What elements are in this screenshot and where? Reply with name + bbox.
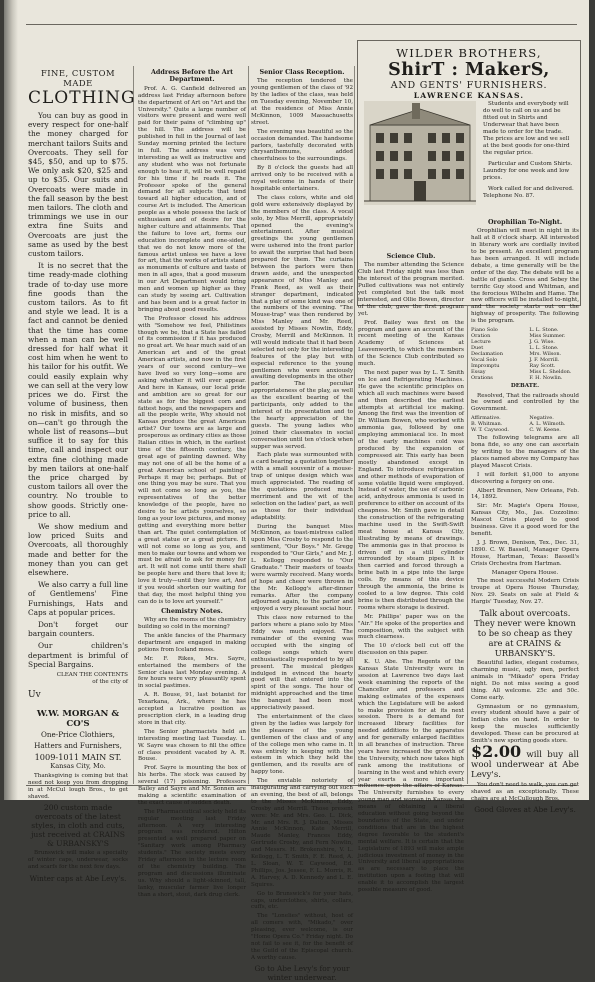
price-text: will buy all wool underwear at Abe Levy's. <box>471 749 580 780</box>
abe-levy-ad: Winter caps at Abe Levy's. <box>29 873 127 883</box>
column-rule <box>133 66 134 784</box>
article-heading: Senior Class Reception. <box>259 68 345 76</box>
program-item: Piano Solo <box>471 327 498 334</box>
article-paragraph: The class colors, white and old gold were extensively displayed by the members of the class. A vocal solo, by Miss Merrill, appropriately opened the evening's entertainment. After musical greetings the young gentlemen were ushered into the front parlor to await the surprise that had been prepared for them. The curtains between the parlors were then drawn aside, and the unexpected appearance of Miss Manley and Frank Reed, as well as their stranger department, indicated that a play of some kind was one of the numbers of the evening. "The Mouse-trap" was then rendered by Miss Manley and Mr. Reed, assisted by Misses Nowlin, Eddy, Crosby, Merrill and McKinnon. It will would indicate that it had been selected not only for the interesting features of the play but with especial reference to the young gentlemen who were anxiously awaiting developments in the other parlor. The peculiar appropriateness of the play, as well as the excellent bearing of the participants, only added to the interest of its presentation and to the hearty appreciation of the guests. The young ladies who joined their classmates in social conversation until ten o'clock when supper was served. <box>251 194 353 450</box>
program-item: Essay <box>471 369 486 376</box>
program-item: Impromptu <box>471 363 500 370</box>
article-paragraph: The Professor closed his address with "Somehow we feel, Philistines though we be, that a State has failed of its commission if it has produced no great art. We hear much said of an American art and of the great American artists, and now in the first years of our second century—we have lived so very long—some are asking whether it will ever appear. And here in Kansas, our local pride and ambition are so great for our state as for the biggest corn and fattest hogs, and the newspapers and all the people write, Why should not Kansas produce the great American artist? Our towns are as large and prosperous as ordinary cities as those Italian cities in which, in the earliest time of the fifteenth century, the great age of painting dawned. Why may not one of all be the home of a great American school of painting? Perhaps it may be; perhaps. But of one thing you may be sure. That you will not come so long as you, the representatives of the better knowledge of the people, have no desire to be artists yourselves, so long as your love pictures, and money getting and everything more better than art. The quiet contemplation of a great statue or a great picture. It will not come so long as you, and men to make our towns and whom we must be afraid to ask for money for art. It will not come until there shall be people here and there that love it; love it truly—until they love art, And if you would shorten our waiting for that day, the most helpful thing you can do is to love art yourself." <box>138 315 246 605</box>
debater: A. L. Wilmoth. <box>529 421 566 428</box>
telegram-paragraph: Manager Opera House. <box>491 569 559 576</box>
article-heading: Orophilian To-Night. <box>487 218 563 226</box>
ad-paragraph: It is no secret that the time ready-made clothing trade of to-day use more fine goods than the custom tailors. As to fit and style we lead. It is a fact and cannot be denied that the time has come when a man can be well dressed for half what it cost him when he went to his tailor for his outfit. We could easily explain why we can sell at the very low prices we do. First the volume of business, then no risk in misfits, and so on—can't go through the whole list of reasons—but suffice it to say for this time, call and inspect our extra fine clothing made by men tailors at one-half the price charged by custom tailors all over the country. No trouble to show goods. Strictly one-price to all. <box>28 261 128 519</box>
article-paragraph: Prof. Bailey was first on the program and gave an account of the recent meeting of the Kansas Academy of Sciences at Leavenworth, to which the members of the Science Club contributed so much. <box>358 319 464 368</box>
locals-paragraph: Brunswick will make a specialty of winter caps, underwear, socks and scarfs for the next few days. <box>28 850 128 870</box>
article-paragraph: The enviable notoriety of inaugurating and carrying out such an evening, the best of all, belongs to the Misses McKinnon, Eddy, Crosby and Merrill. Those present were: Mr. and Mrs. Geo. L. Dick, Mr. and Mrs. R. J. Dalton, Misses Annie McKinnon, Kate Merrill, Maude Manley, Frances Eddy, Gertrude Crosby, and Fern Nowlin, and Messrs. H. Brokenshire, V. L. Kellogg, L. T. Smith, F. E. Reed, A. L. Sloan, W. T. Caywood, Ed. Phillips, Jos. Jessee, F. L. Morris, R. A. Harvey, A. D. Kennedy and L. E. Squires. <box>251 778 353 888</box>
printer-mark: Uv <box>28 689 41 700</box>
article-paragraph: The next paper was by L. T. Smith on Ice and Refrigerating Machines. He gave the scientific principles on which all such machines were based and then described the earliest attempts at artificial ice making. Among the first was the invention of Dr. William Bowen, who worked with ammonia gas, followed by one employing ammoniacal ice. In most of the early machines cold was produced by the expansion of compressed air. This early has been mostly abandoned except in England. To introduce refrigeration and other methods of evaporation of some volatile liquid were employed. Instead of water, the use of carbonic acid, anhydrous ammonia is used in preference to either on account of its cheapness. Mr. Smith gave in detail the construction of the refrigerating machine used in the Swift-Swift meat house at Kansas City, illustrating by means of drawings. The ammonia gas in that process is driven off in a still cylinder surrounded by steam pipes. It is then carried and forced through a brine bath in a pipe into the large coils. By means of this device through the ammonia, the brine is cooled to a low degree. This cold brine is then distributed through the rooms where storage is desired. <box>358 370 464 611</box>
article-paragraph: Why are the rooms of the chemistry building so cold in the morning? <box>138 617 246 631</box>
article-paragraph: By 8 o'clock the guests had all arrived only to be received with a royal welcome in hands of their hospitable entertainers. <box>251 165 353 192</box>
locals-paragraph: Thanksgiving is coming but that need not keep you from dropping in at McCul lough Bros., to get shaved. <box>28 773 128 801</box>
debater: C. W. Keene. <box>529 427 561 434</box>
firm-name: W.W. MORGAN & CO'S <box>36 708 120 729</box>
ad-paragraph: We show medium and low priced Suits and Overcoats, all thoroughly made and better for the money than you can get elsewhere. <box>28 521 128 577</box>
underwear-price-ad <box>471 741 580 780</box>
telegram-paragraph: The most successful Modern Crisis troupe at Opera House Thursday, Nov. 29. Seats on sale at Field & Hargis' Tuesday, Nov. 27. <box>471 578 579 606</box>
building-engraving <box>364 101 476 205</box>
program-item: Duet <box>471 345 484 352</box>
ad-paragraph: Particular and Custom Shirts. Laundry for one week and low prices. <box>483 161 573 181</box>
ad-paragraph: Work called for and delivered. Telephone No. 87. <box>483 186 574 199</box>
article-paragraph: The evening was beautiful so the occasion demanded. The handsome parlors, tastefully decorated with chrysanthemums, added cheerfulness to the surroundings. <box>251 128 353 163</box>
ad-heading-top: FINE, CUSTOM MADE <box>40 68 116 88</box>
firm-sub: One-Price Clothiers, <box>41 729 115 739</box>
affirmative-label: Affirmative. <box>471 415 501 422</box>
article-paragraph: K. U. Abe. The Regents of the Kansas State University were in session at Lawrence two days last week examining the reports of the Chancellor and professors and making estimates of the expenses which the Legislature will be asked to make provision for at its next session. There is a demand for increased library facilities for needed additions to the apparatus and for generally enlarged facilities in all branches of instruction. Three years have increased the growth of the University, which now takes high rank among the institutions of learning in the west and which every year exerts a more important influence upon the affairs of Kansas. The University furnishes to every young man and woman in Kansas the means of obtaining a liberal education without going beyond the boundaries of the State, and under conditions that are in the highest degree favorable to the student's mental welfare. It is certain that the Legislature of 1893 will make ample judicious investment of money in the University and liberal appropriations as are necessary to place the institution upon a footing that will enable it to accomplish the largest possible measure of good. <box>358 659 464 894</box>
program-performer: J. G. Wise. <box>529 339 555 346</box>
program-item: Declamation <box>471 351 503 358</box>
program-performer: Miss L. Sheldon. <box>529 369 572 376</box>
article-paragraph: A. R. Bouse, 91, last botanist for Texarkana, Ark., where he has accepted a lucrative position as prescription clerk, in a leading drug store in that city. <box>138 692 246 726</box>
program-performer: Miss Summer. <box>529 333 566 340</box>
program-item: Lecture <box>471 339 491 346</box>
gloves-ad: Good Gloves at Abe Levy's. <box>474 804 576 814</box>
ad-paragraph: Don't forget our bargain counters. <box>28 619 128 639</box>
article-paragraph: The reception tendered the young gentlemen of the class of '92 by the ladies of the class, was held on Tuesday evening, November 10, at the residence of Miss Annie McKinnon, 1009 Massachusetts street. <box>251 78 353 126</box>
top-rule <box>26 24 577 25</box>
program-item: Oration <box>471 333 491 340</box>
column-rule <box>467 306 468 784</box>
program-performer: L. L. Stone. <box>529 327 559 334</box>
ad-paragraph: We also carry a full line of Gentlemens' Fine Furnishings, Hats and Caps at popular prices. <box>28 580 128 617</box>
signature-line: CLEAN THE CONTENTS <box>56 671 128 678</box>
ad-paragraph: Students and everybody will do well to call on us and be fitted out in Shirts and Underwear that have been made to order for the trade. The prices are low and we sell at the best goods for one-third the regular price. <box>483 101 570 156</box>
orophilian-column <box>471 218 580 814</box>
article-paragraph: You don't need to walk, you can get shaved as an exceptionally. These chairs are at McCullough Bros. <box>471 781 579 802</box>
article-paragraph: Each plate was surmounted with a card bearing a quotation together with a small souvenir of a mouse-trap of unique design which was much appreciated. The reading of the quotations produced much merriment and the wit of the selection on the ladies' part, as well as those for their individual adaptability. <box>251 452 353 521</box>
signature-line: of the city of <box>92 678 128 685</box>
ad-city: LAWRENCE KANSAS. <box>413 91 525 100</box>
article-paragraph: The entertainment of the class given by the ladies was largely for the pleasure of the young gentlemen of the class and of any of the college men who came in. It was entirely in keeping with the esteem in which they held the gentlemen, and its results are of happy tone. <box>251 713 353 776</box>
program-table <box>471 327 579 381</box>
article-heading: Address Before the Art Department. <box>150 68 234 84</box>
article-paragraph: The number attending the Science Club last Friday night was less than the interest of the program merited. Pulled cultivations was not entirely yet completed but the talk most interested, and Ollie Bowen, director of the club, gave the first program yet. <box>358 262 464 317</box>
article-paragraph: The following telegrams are all bona fide, so any one can ascertain by writing to the managers of the places named above my Company has played Mascot Crisis. <box>471 435 579 469</box>
debater: B. Whitman. <box>471 421 503 428</box>
telegram-paragraph: J. J. Brown, Denison, Tex., Dec. 31, 1890. C. W. Bassell, Manager Opera House, Hartman, Texas: Bassell's Crisis Orchestra from Hartman. <box>471 539 579 567</box>
article-paragraph: The "Lonelies" without, host of all comers with, "Mikado," over pleasing, ever welcome, is our "Home Opera Co." Friday night. Do not fail to see it, for the benefit of the Guild of the Episcopal church. A worthy cause. <box>251 913 353 961</box>
program-row <box>471 375 579 381</box>
article-paragraph: The Senior pharmacists held an interesting meeting last Tuesday. L. W. Sayre was chosen to fill the office of class president vacated by A. R. Bouse. <box>138 728 246 763</box>
column-rule <box>354 66 355 784</box>
ad-body <box>28 111 128 669</box>
negative-label: Negative. <box>529 415 554 422</box>
article-heading: Science Club. <box>386 252 436 260</box>
program-item: Orations <box>471 375 493 382</box>
article-paragraph: During the banquet Miss McKinnon, as toast-mistress called upon Miss Crosby to respond to the sentiment, "Our Boys." Mr. Gregg responded to "Our Girls," and Mr. J. L. Kellogg responded to "Our Graduate." Their masters of toasts were warmly received. Many words of hope and cheer were thrown in the Mr. Kellogg's after-dinner remarks. After the company adjourned again, to the parlor and enjoyed a very pleasant social hour. <box>251 523 353 613</box>
firm-city: Kansas City, Mo. <box>50 762 106 771</box>
article-paragraph: The Pharmaceutical society held its regular meeting last Friday afternoon. A very interesting program was rendered. Hilton presented a well prepared paper on "Sanitary work among Pharmacy students." The society meets every Friday afternoon in the lecture room of the chemistry building. The program and discussions illuminate us. Why should a light-skinned, tall, lanky, muscular farmer live longer than a short, stout, dark drug clerk. <box>138 808 246 898</box>
ad-trade-title: ShirT : MakerS, <box>388 60 550 80</box>
program-performer: Mrs. Wilson. <box>529 351 562 358</box>
debate-question: Resolved, That the railroads should be owned and controlled by the Government. <box>471 392 579 413</box>
debate-row <box>471 427 579 433</box>
page-spine-shadow <box>4 0 18 800</box>
program-performer: J. F. Morrill. <box>529 357 560 364</box>
ad-firm-name: WILDER BROTHERS, <box>396 46 542 60</box>
article-paragraph: Prof. A. G. Canfield delivered an address last Friday afternoon before the department of Art on "Art and the University." Quite a large number of visitors were present and were well paid for their pains of "climbing up" the hill. The address will be published in full in the Journal of last Sunday morning printed the lecture in full. The address was very interesting as well as instructive and any student who was not fortunate enough to hear it, will be well repaid for his time if he reads it. The Professor spoke of the general demand for all subjects that tend toward all higher education, and of course Art is included. The American people as a whole possess the lack of enthusiasm and of desire for the higher culture and attainments. That the failure to love art, forms our education incomplete and one-sided, that we do not know more of the famous artist unless we have a love for art, that the works of artists stand as monuments of culture and taste of men in all ages, that a good museum in our Art Department would bring men and women up higher as they can study by seeing art. Cultivation and has been and is a great factor in bringing about good results. <box>138 85 246 313</box>
article-paragraph: Orophilian will meet in night in its hall at 8 o'clock sharp. All interested in literary work are cordially invited to be present. An excellent program has been arranged. It will include debate, a time generally will be the order of the day. The debate will be a battle of giants. Cross and Sebey the terrific Guy stood and Whitman, and the ferocious Wilhelm and Hame. The new officers will be installed to-night, and the society starts out on the highway of prosperity. The following is the program. <box>471 228 579 325</box>
article-paragraph: The ankle fancies of the Pharmacy department are engaged in making potions from Iceland moss. <box>138 633 246 653</box>
article-paragraph: This class now returned to the parlors where a piano solo by Miss Eddy was much enjoyed. The remainder of the evening was occupied with the singing of college songs which were enthusiastically responded to by all present. The musical pledges indulged in evinced the hearty good will that entered into the spirit of the songs. The hour of midnight approached and the time the banquet had been most appreciatively passed. <box>251 615 353 712</box>
article-paragraph: The 10 o'clock bell cut off the discussion on this paper. <box>358 643 464 657</box>
article-heading: Chemistry Notes. <box>161 606 223 615</box>
art-address-column <box>138 68 246 898</box>
program-performer: F. H. Nowlin. <box>529 375 563 382</box>
science-club-column <box>358 252 464 894</box>
article-paragraph: Mr. Phillips' paper was on the "Air." He spoke of the properties and composition, with the subject with much clearness. <box>358 613 464 641</box>
newspaper-page <box>4 0 589 982</box>
ad-signature <box>28 672 128 686</box>
article-paragraph: Prof. Sayre is mounting the box of his herbs. The stock was caused by several (17) poisoning. Professors Bailey and Sayre and Mr. Sonnen are making a scientific examination of the exact cause of sudden death. <box>138 765 246 806</box>
ad-paragraph: You can buy as good in every respect for one-half the money charged for merchant tailors Suits and Overcoats. They sell for $45, $50, and up to $75. We only ask $20, $25 and up to $35. Our suits and Overcoats were made in the fall season by the best men tailors. The cloth and trimmings we use in our extra fine Suits and Overcoats are just the same as used by the best custom tailors. <box>28 111 128 259</box>
ad-heading-main: CLOTHING <box>28 88 136 108</box>
clothing-ad-column <box>28 68 136 883</box>
telegram-paragraph: Albert Brennen, New Orleans, Feb. 14, 1892. <box>471 487 579 501</box>
article-paragraph: Mr. F. Rikes, Mrs. Sayre, entertained the members of the Senior class last Monday evening. A few hours were very pleasantly spent in social pastimes. <box>138 655 246 690</box>
overcoat-ad: 200 custom made overcoats of the latest styles, in cloth and cuts, just received at CRAINS & URBANSKY'S <box>31 803 125 848</box>
abe-levy-ad: Go to Abe Levy's for your winter underwear. <box>254 963 350 982</box>
program-performer: L. L. Stone. <box>529 345 559 352</box>
telegram-paragraph: Sir: Mr. Magie's Opera House, Kansas City, Mo., Jas. Cozzolino: Mascot Crisis played to good business. Give it a good word for the benefit. <box>471 503 579 537</box>
ad-text <box>483 101 575 204</box>
price-value: $2.00 <box>471 741 522 761</box>
firm-sub: Hatters and Furnishers, <box>34 740 122 750</box>
debater: W. T. Caywood. <box>471 427 509 434</box>
ad-paragraph: Our children's department is brimful of Special Bargains. <box>28 641 128 669</box>
debate-sides <box>471 415 579 433</box>
ad-subtitle: AND GENTS' FURNISHERS. <box>390 80 548 91</box>
debate-heading: DEBATE. <box>510 383 540 390</box>
article-paragraph: Go to Brunswick's for your hats, caps, underclothes, shirts, collars, cuffs, etc. <box>251 890 353 911</box>
program-item: Vocal Solo <box>471 357 498 364</box>
article-paragraph: Beautiful ladies, elegant costumes, charming music, ugly men, perfect animals in "Mikado" opera Friday night. Do not miss seeing a good thing. All welcome. 25c and 50c. Come early. <box>471 660 579 701</box>
firm-address: 1009-1011 MAIN ST. <box>34 752 122 763</box>
column-rule <box>248 66 249 784</box>
program-performer: Ray Scott. <box>529 363 556 370</box>
article-paragraph: I will forfeit $1,000 to anyone discovering a forgery on one. <box>471 471 579 485</box>
overcoat-ad: Talk about overcoats. They never were known to be so cheap as they are at CRAINS & URBANSKY'S. <box>474 608 576 659</box>
senior-reception-column <box>251 68 353 982</box>
article-paragraph: Gymnasium or no gymnasium, every student should have a pair of Indian clubs on hand. In order to keep the muscles sufficiently developed. These can be procured at Smith's new sporting goods store. <box>471 703 579 745</box>
